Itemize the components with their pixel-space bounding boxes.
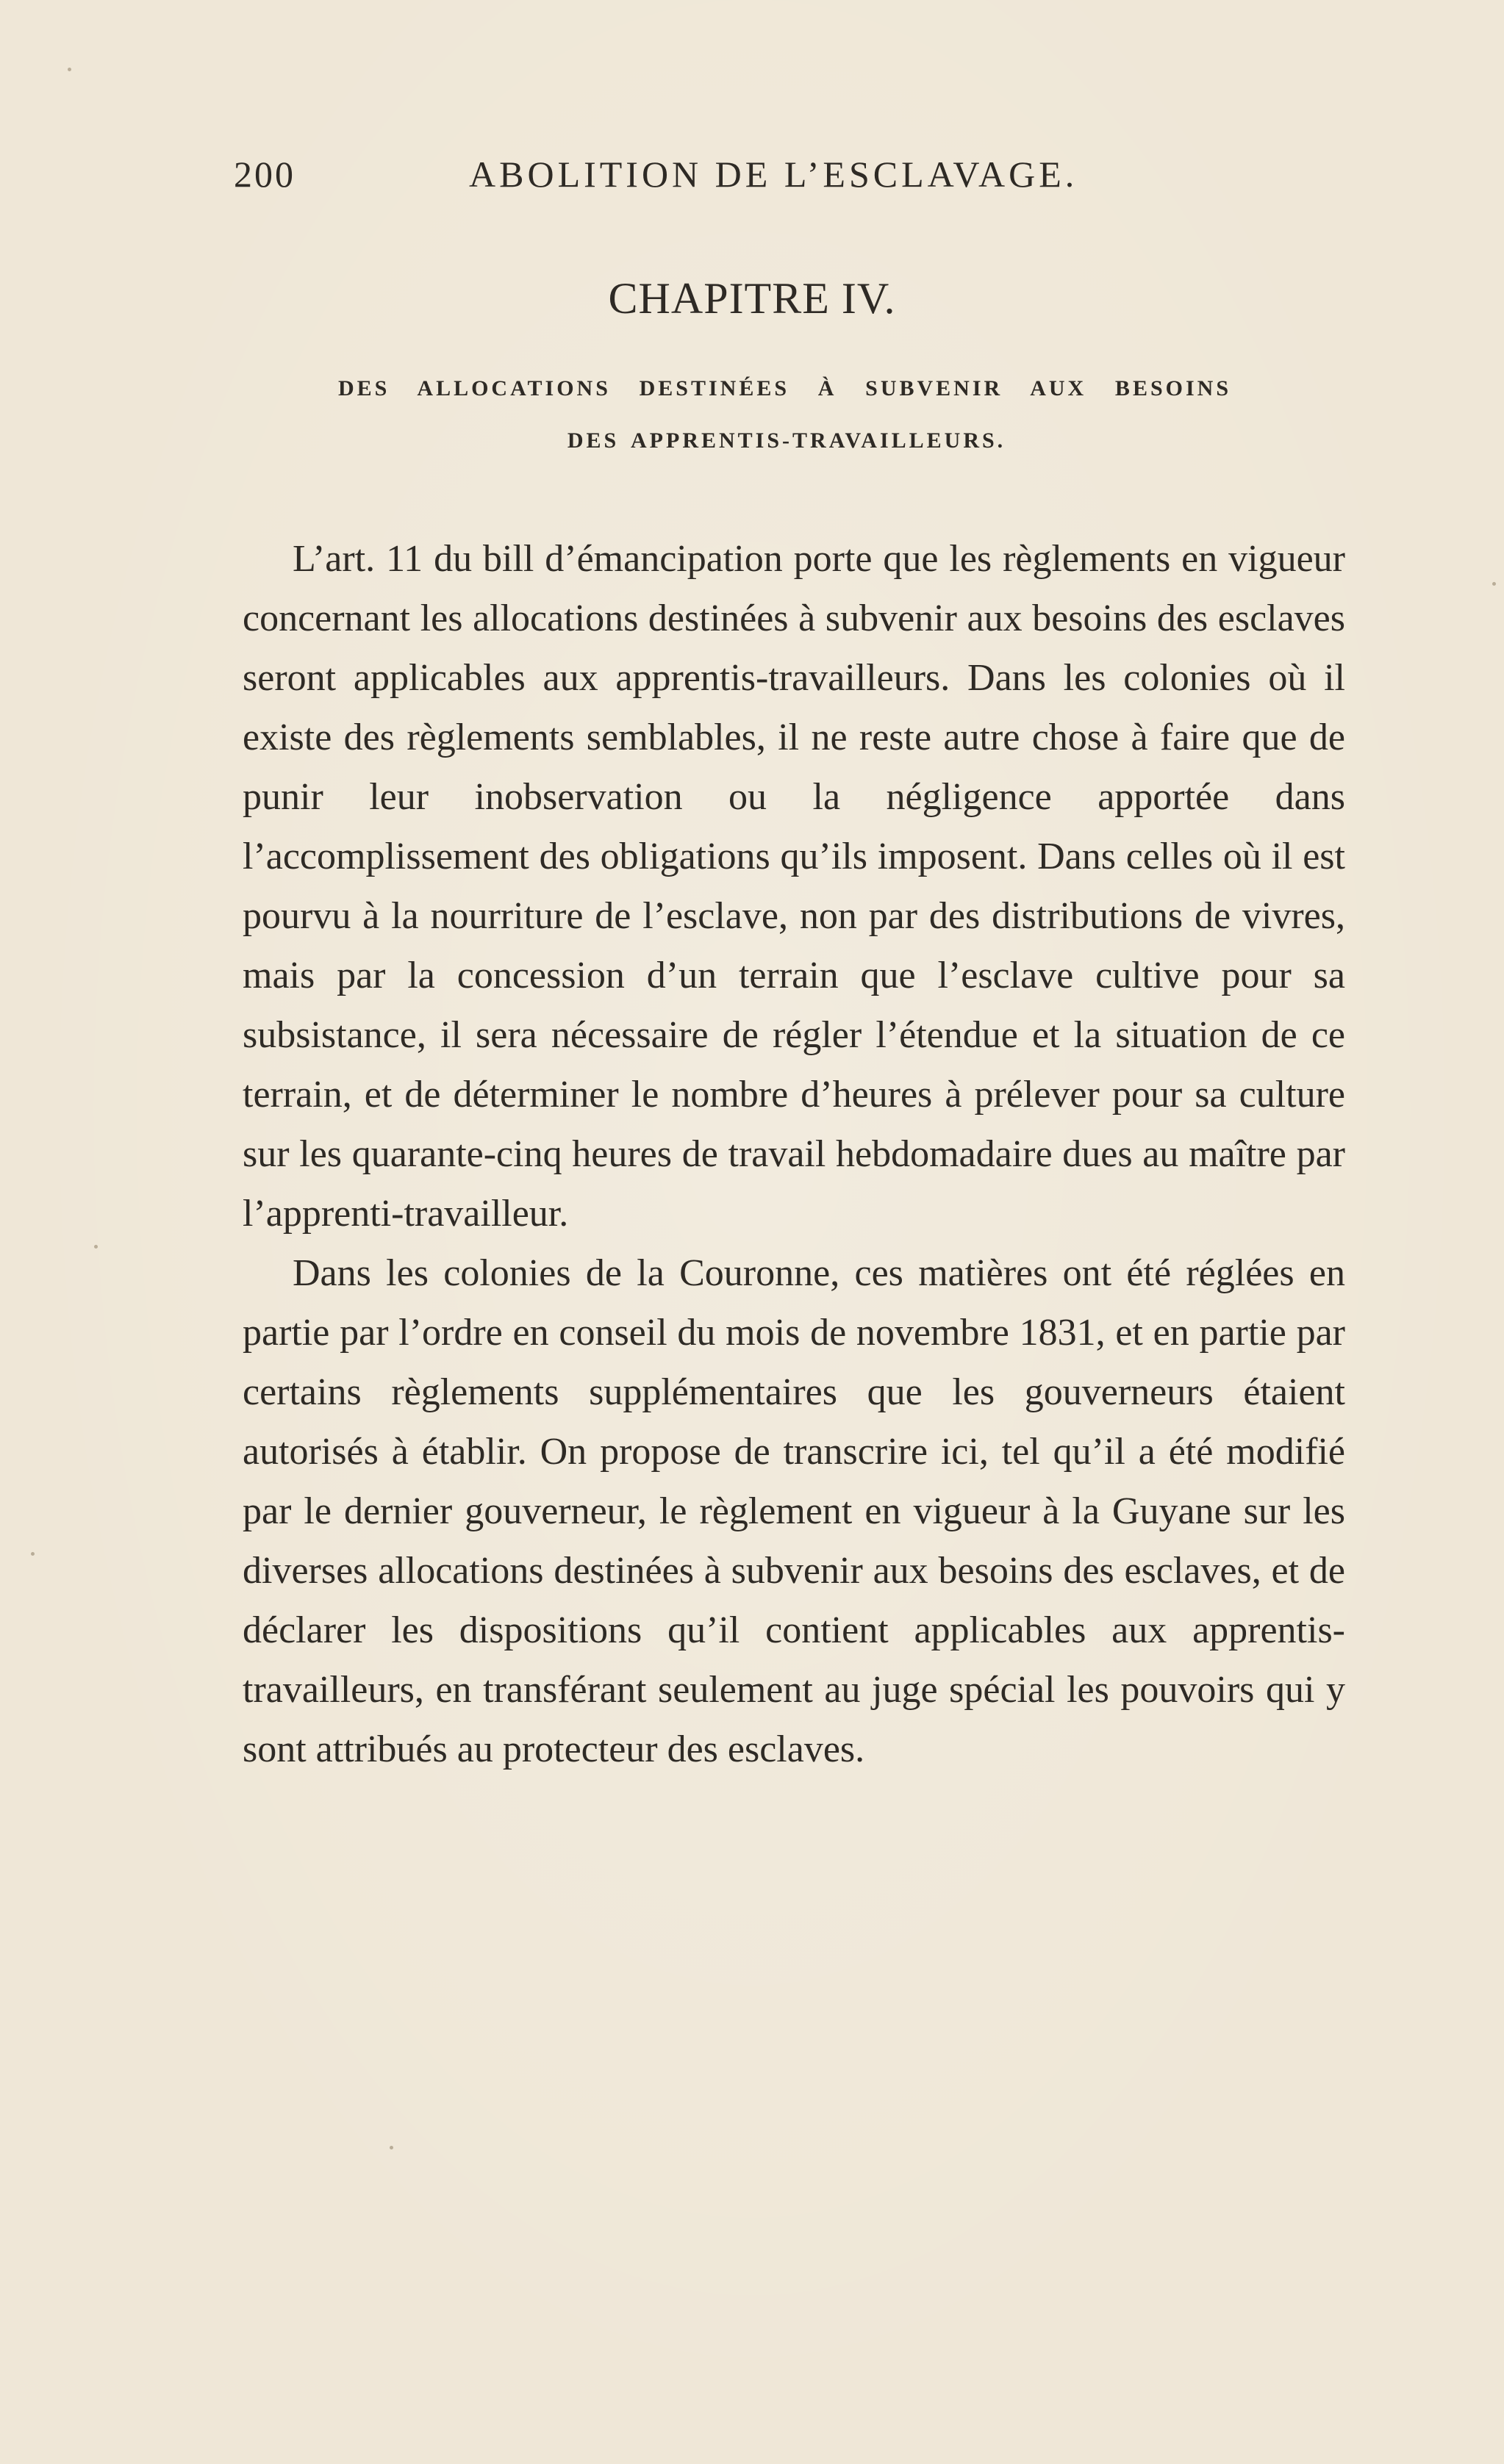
paragraph-2: Dans les colonies de la Couronne, ces matières ont été réglées en partie par l’ordre en conseil du mois de novembre 1831, et en partie par certains règlements supplémentaires que les gouverneurs étaient autorisés à établir. On propose de transcrire ici, tel qu’il a été modifié par le dernier gouverneur, le règlement en vigueur à la Guyane sur les diverses allocations destinées à subvenir aux besoins des esclaves, et de déclarer les dispositions qu’il contient applicables aux apprentis-travailleurs, en transférant seulement au juge spécial les pouvoirs qui y sont attribués au protecteur des esclaves. (243, 1252, 1345, 1770)
paper-speck (68, 68, 71, 71)
body-text (243, 529, 1345, 1779)
paper-speck (390, 2146, 393, 2149)
chapter-subtitle-line-1: DES ALLOCATIONS DESTINÉES À SUBVENIR AUX BESOINS (338, 376, 1231, 401)
paper-speck (1492, 582, 1496, 586)
page-number: 200 (234, 154, 296, 195)
paper-speck (31, 1552, 35, 1556)
running-title: ABOLITION DE L’ESCLAVAGE. (469, 154, 1078, 195)
paragraph-1: L’art. 11 du bill d’émancipation porte que les règlements en vigueur concernant les allocations destinées à subvenir aux besoins des esclaves seront applicables aux apprentis-travailleurs. Dans les colonies où il existe des règlements semblables, il ne reste autre chose à faire que de punir leur inobservation ou la négligence apportée dans l’accomplissement des obligations qu’ils imposent. Dans celles où il est pourvu à la nourriture de l’esclave, non par des distributions de vivres, mais par la concession d’un terrain que l’esclave cultive pour sa subsistance, il sera nécessaire de régler l’étendue et la situation de ce terrain, et de déterminer le nombre d’heures à prélever pour sa culture sur les quarante-cinq heures de travail hebdomadaire dues au maître par l’apprenti-travailleur. (243, 538, 1345, 1235)
chapter-title: CHAPITRE IV. (608, 274, 896, 323)
chapter-subtitle-line-2: DES APPRENTIS-TRAVAILLEURS. (567, 428, 1006, 453)
paper-speck (94, 1245, 98, 1249)
running-head (234, 153, 1101, 212)
